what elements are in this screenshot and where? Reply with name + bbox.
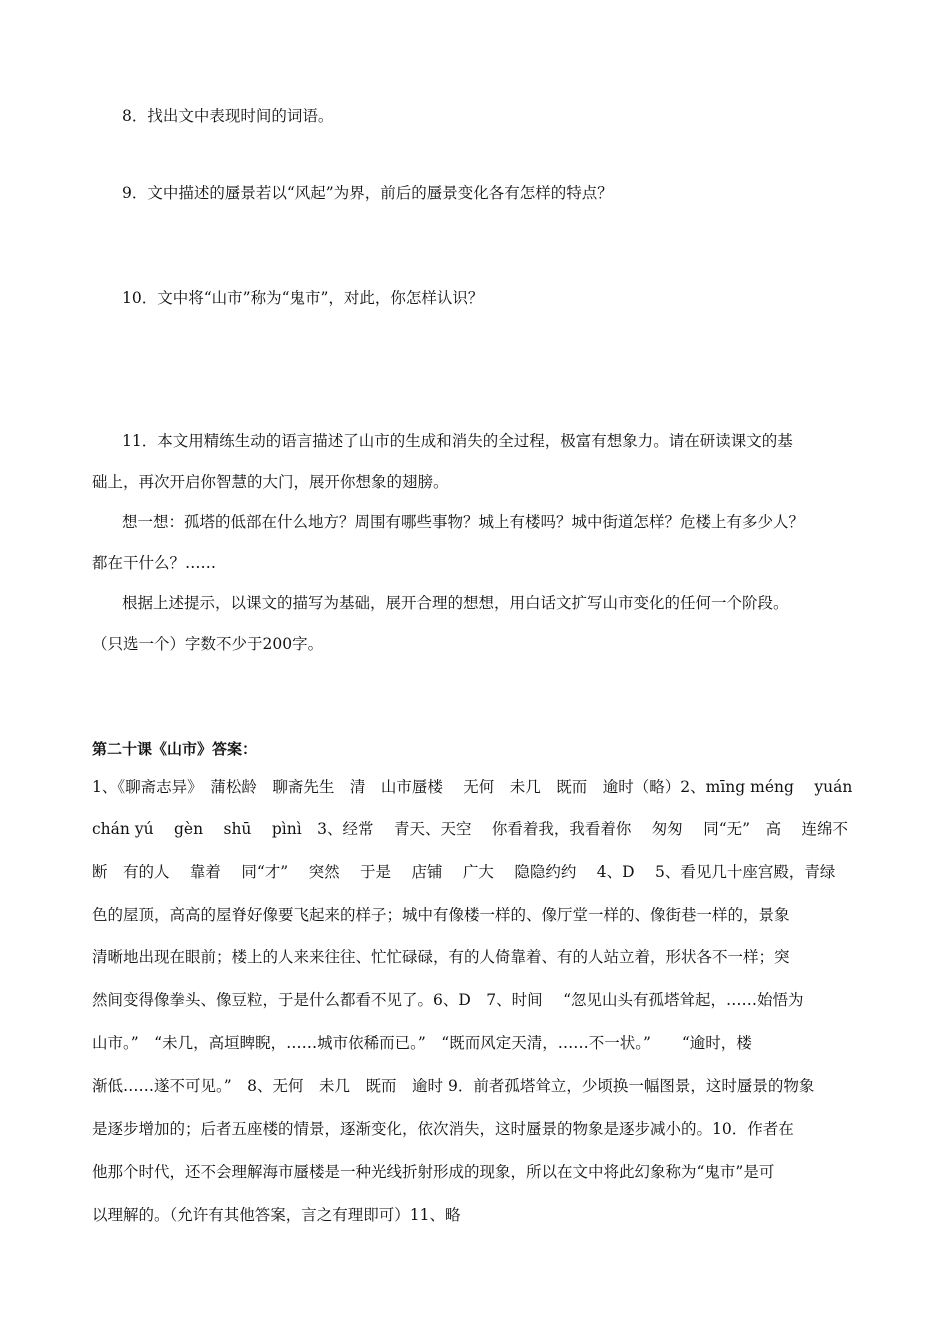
question-11-line-2: 础上，再次开启你智慧的大门，展开你想象的翅膀。 — [92, 473, 449, 491]
answer-line: 清晰地出现在眼前；楼上的人来来往往、忙忙碌碌，有的人倚靠着、有的人站立着，形状各不一样；突 — [92, 948, 790, 966]
think-prompt-line-1: 想一想：孤塔的低部在什么地方？周围有哪些事物？城上有楼吗？城中街道怎样？危楼上有多少人？ — [122, 513, 805, 531]
answer-line: 他那个时代，还不会理解海市蜃楼是一种光线折射形成的现象，所以在文中将此幻象称为“鬼市”是可 — [92, 1163, 775, 1181]
answer-line: chán yú gèn shū pìnì 3、经常 青天、天空 你看着我，我看着你 匆匆 同“无” 高 连绵不 — [92, 820, 848, 838]
answer-line: 断 有的人 靠着 同“才” 突然 于是 店铺 广大 隐隐约约 4、D 5、看见几十座宫殿，青绿 — [92, 863, 836, 881]
question-10: 10．文中将“山市”称为“鬼市”，对此，你怎样认识？ — [122, 289, 484, 307]
answer-line: 渐低……遂不可见。” 8、无何 未几 既而 逾时 9．前者孤塔耸立，少顷换一幅图景，这时蜃景的物象 — [92, 1077, 815, 1095]
task-line-2: （只选一个）字数不少于200字。 — [92, 635, 324, 653]
answer-line: 然间变得像拳头、像豆粒，于是什么都看不见了。6、D 7、时间 “忽见山头有孤塔耸起，……始悟为 — [92, 991, 804, 1009]
think-prompt-line-2: 都在干什么？…… — [92, 554, 217, 572]
answer-line: 是逐步增加的；后者五座楼的情景，逐渐变化，依次消失，这时蜃景的物象是逐步减小的。10．作者在 — [92, 1120, 794, 1138]
question-11-line-1: 11．本文用精练生动的语言描述了山市的生成和消失的全过程，极富有想象力。请在研读课文的基 — [122, 432, 793, 450]
answer-line: 以理解的。（允许有其他答案，言之有理即可）11、略 — [92, 1206, 461, 1224]
answers-title: 第二十课《山市》答案： — [92, 740, 258, 758]
answer-line: 1、《聊斋志异》 蒲松龄 聊斋先生 清 山市蜃楼 无何 未几 既而 逾时（略）2、mīng méng yuán — [92, 778, 853, 796]
question-8: 8．找出文中表现时间的词语。 — [122, 107, 334, 125]
question-9: 9．文中描述的蜃景若以“风起”为界，前后的蜃景变化各有怎样的特点？ — [122, 184, 613, 202]
task-line-1: 根据上述提示，以课文的描写为基础，展开合理的想想，用白话文扩写山市变化的任何一个阶段。 — [122, 594, 789, 612]
answer-line: 色的屋顶，高高的屋脊好像要飞起来的样子；城中有像楼一样的、像厅堂一样的、像街巷一样的，景象 — [92, 906, 790, 924]
answer-line: 山市。” “未几，高垣睥睨，……城市依稀而已。” “既而风定天清，……不一状。” “逾时，楼 — [92, 1034, 752, 1052]
